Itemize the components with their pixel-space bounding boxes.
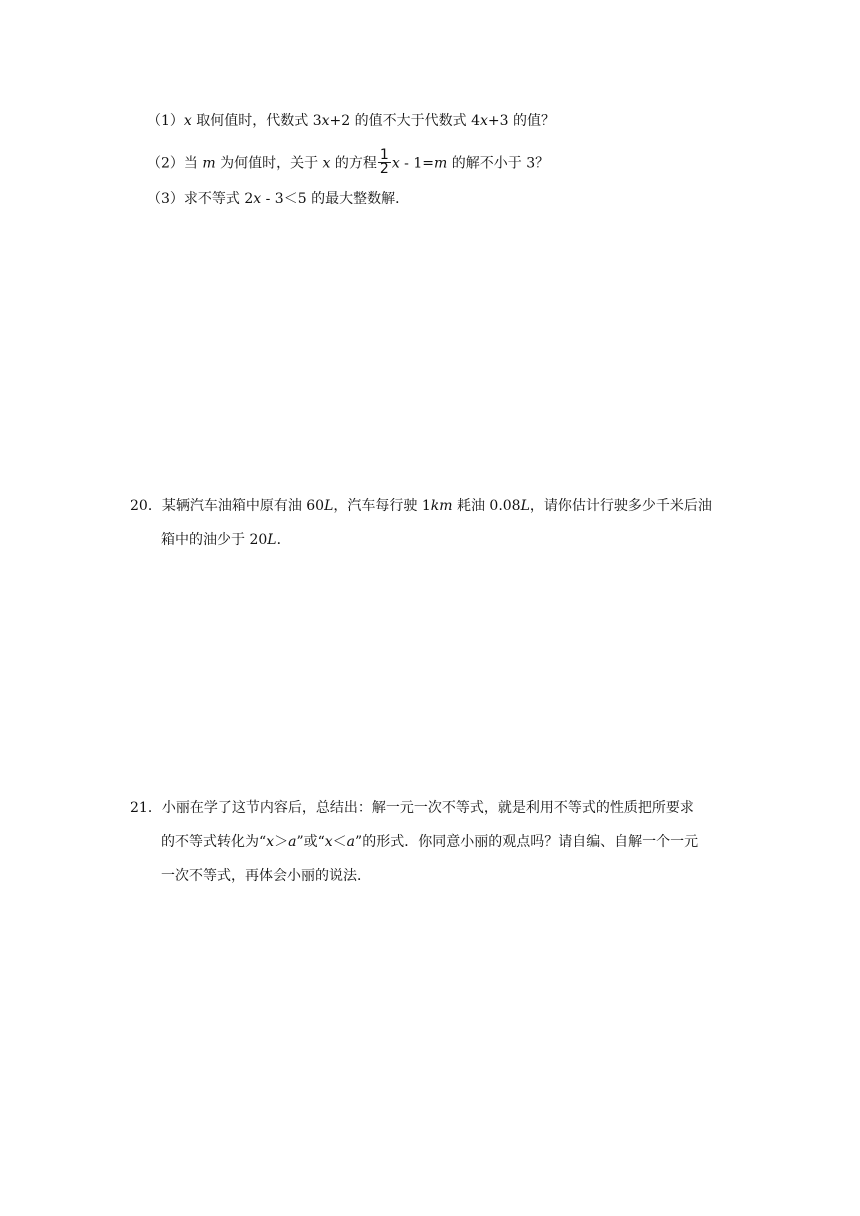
text-segment: - 1= [399,155,435,172]
fraction-numerator: 1 [379,147,389,163]
unit: L [267,532,277,548]
variable-m: m [434,155,448,172]
fraction-one-half [378,149,391,176]
text-segment: +3 的值？ [487,113,555,129]
problem-number: 21． [130,800,162,816]
sub-question-2 [147,147,550,177]
text-segment: 的不等式转化为“ [161,834,267,850]
variable-a: a [288,834,297,850]
variable-x: x [321,113,330,129]
variable-x: x [253,191,262,207]
text-segment: 取何值时，代数式 3 [191,113,322,129]
sub-question-2-label: （2）当 [147,155,203,172]
text-segment: ”或“ [296,834,325,850]
unit: km [430,498,453,514]
variable-x: x [391,155,400,172]
variable-x: x [322,155,331,172]
problem-number: 20． [130,498,162,514]
problem-21-line-3 [161,866,371,886]
text-segment: 小丽在学了这节内容后，总结出：解一元一次不等式，就是利用不等式的性质把所要求 [161,800,694,816]
text-segment: +2 的值不大于代数式 4 [329,113,480,129]
sub-question-3 [147,189,409,209]
variable-x: x [266,834,275,850]
problem-21-line-2 [161,832,698,852]
variable-m: m [202,155,216,172]
fraction-denominator: 2 [379,161,389,177]
text-segment: 的方程 [330,155,377,172]
text-segment: 为何值时，关于 [215,155,323,172]
problem-20-line-2 [161,530,291,550]
problem-20-line-1 [130,496,712,516]
text-segment: ”的形式．你同意小丽的观点吗？请自编、自解一个一元 [355,834,699,850]
text-segment: ＞ [274,834,289,850]
text-segment: 耗油 0.08 [452,498,521,514]
variable-a: a [346,834,356,850]
text-segment: - 3＜5 的最大整数解． [261,191,410,207]
unit: L [520,498,530,514]
sub-question-1-label: （1） [147,113,184,129]
variable-x: x [183,113,192,129]
unit: L [324,498,334,514]
text-segment: 的解不小于 3？ [447,155,550,172]
text-segment: ，汽车每行驶 1 [333,498,431,514]
problem-21-line-1 [130,798,694,818]
text-segment: 箱中的油少于 20 [161,532,268,548]
text-segment: 一次不等式，再体会小丽的说法． [161,868,371,884]
text-segment: ＜ [332,834,347,850]
text-segment: 某辆汽车油箱中原有油 60 [161,498,325,514]
sub-question-3-label: （3）求不等式 2 [147,191,254,207]
sub-question-1 [147,111,555,131]
variable-x: x [480,113,488,129]
text-segment: ． [276,532,291,548]
variable-x: x [324,834,333,850]
text-segment: ，请你估计行驶多少千米后油 [529,498,712,514]
